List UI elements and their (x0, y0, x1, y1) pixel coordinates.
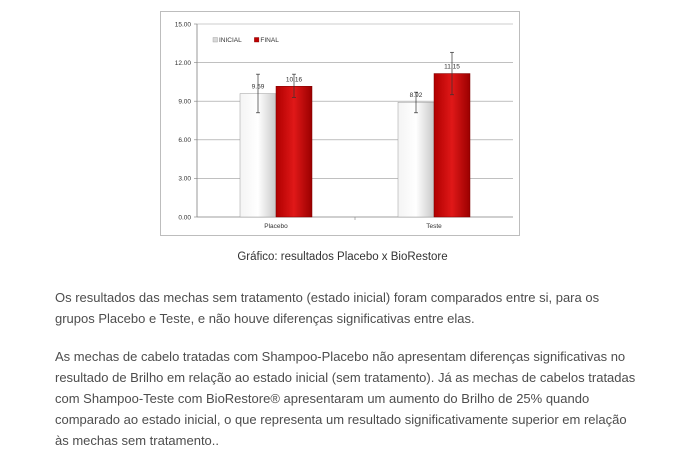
legend-label-inicial: INICIAL (219, 37, 242, 44)
paragraph-2-line: com Shampoo-Teste com BioRestore® apresentaram um aumento do Brilho de 25% quando (55, 391, 590, 406)
legend-label-final: FINAL (260, 37, 279, 44)
paragraph-2-line: comparado ao estado inicial, o que representa um resultado significativamente superior em relação (55, 412, 627, 427)
data-label: 11.15 (444, 63, 460, 71)
bar-inicial-teste (398, 102, 434, 217)
bar-final-placebo (276, 86, 312, 217)
chart-container (160, 11, 520, 236)
y-tick-label: 12.00 (174, 59, 191, 67)
y-tick-label: 15.00 (174, 21, 191, 29)
bar-chart (161, 12, 521, 237)
paragraph-2-line: As mechas de cabelo tratadas com Shampoo-Placebo não apresentam diferenças significativas no (55, 349, 626, 364)
data-label: 10.16 (285, 76, 303, 84)
legend-swatch-final (254, 38, 259, 43)
paragraph-1-line: Os resultados das mechas sem tratamento (estado inicial) foram comparados entre si, para os (55, 290, 600, 305)
x-category-label: Teste (426, 223, 442, 230)
legend-swatch-inicial (213, 38, 218, 43)
data-label: 9.59 (251, 83, 265, 91)
y-tick-label: 3.00 (178, 175, 191, 183)
chart-caption: Gráfico: resultados Placebo x BioRestore (237, 251, 448, 263)
paragraph-2-line: às mechas sem tratamento.. (55, 433, 220, 448)
y-tick-label: 0.00 (178, 214, 191, 222)
paragraph-2-line: resultado de Brilho em relação ao estado inicial (sem tratamento). Já as mechas de cabelos tratadas (55, 370, 636, 385)
paragraph-2 (55, 346, 645, 451)
data-label: 8.92 (409, 92, 423, 100)
chart-legend (213, 37, 279, 44)
paragraph-1 (55, 287, 645, 329)
y-tick-label: 9.00 (178, 98, 191, 106)
bar-layer (240, 52, 470, 217)
paragraph-1-line: grupos Placebo e Teste, e não houve diferenças significativas entre elas. (55, 311, 475, 326)
y-tick-label: 6.00 (178, 137, 191, 145)
x-category-label: Placebo (264, 223, 288, 230)
